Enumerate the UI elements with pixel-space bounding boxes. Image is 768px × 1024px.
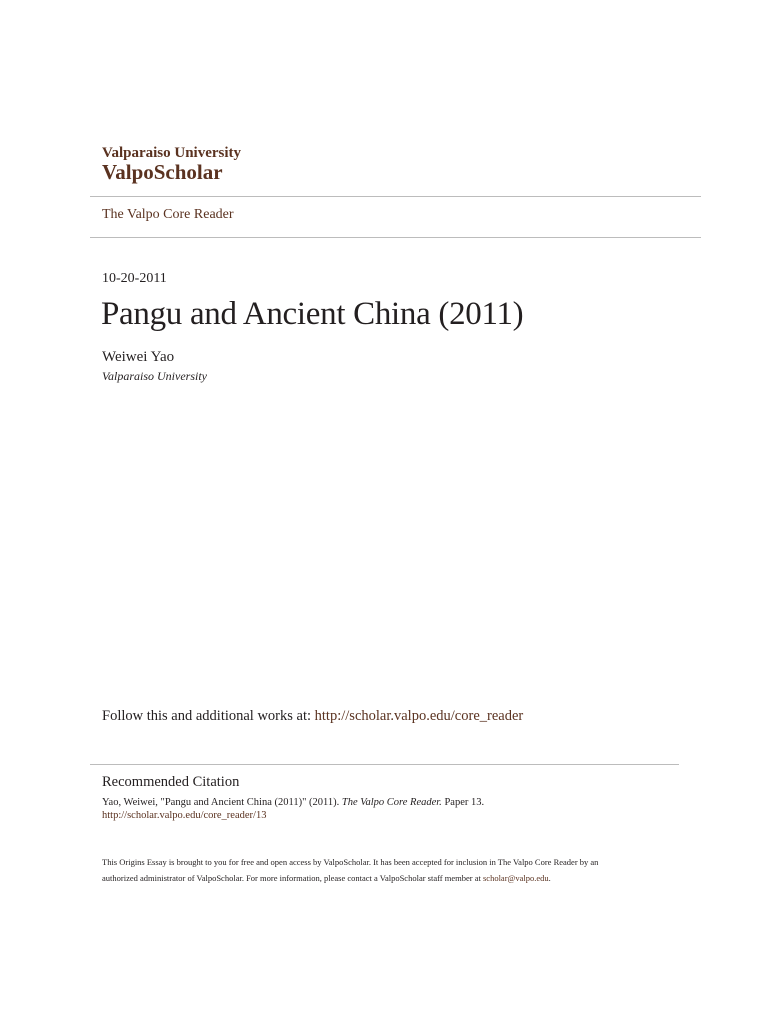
contact-email-link[interactable]: scholar@valpo.edu [482,873,549,883]
follow-prefix: Follow this and additional works at: [102,708,315,724]
citation-journal: The Valpo Core Reader. [341,797,442,808]
access-notice-text: authorized administrator of ValpoScholar. For more information, please contact a ValpoScholar staff member at [102,873,483,883]
publication-date: 10-20-2011 [102,271,167,286]
citation-link[interactable]: http://scholar.valpo.edu/core_reader/13 [102,810,267,821]
follow-link[interactable]: http://scholar.valpo.edu/core_reader [314,708,524,724]
access-notice-line-1: This Origins Essay is brought to you for free and open access by ValpoScholar. It has been accepted for inclusion in The Valpo Core Reader by an [102,857,599,867]
citation-authors-title: Yao, Weiwei, "Pangu and Ancient China (2011)" (2011). [102,797,342,808]
header-divider-top [90,196,701,197]
access-notice-line-2 [102,873,551,883]
citation-text [102,797,484,808]
citation-divider [90,764,679,765]
citation-paper-number: Paper 13. [441,797,485,808]
citation-heading: Recommended Citation [102,774,240,790]
paper-title: Pangu and Ancient China (2011) [101,296,524,332]
follow-line [102,708,523,725]
collection-link[interactable]: The Valpo Core Reader [102,207,234,222]
institution-name: Valparaiso University [102,145,242,161]
repository-name[interactable]: ValpoScholar [102,160,223,184]
author-affiliation: Valparaiso University [102,369,207,383]
author-name: Weiwei Yao [102,349,175,365]
header-divider-bottom [90,237,701,238]
access-notice-end: . [548,873,551,883]
